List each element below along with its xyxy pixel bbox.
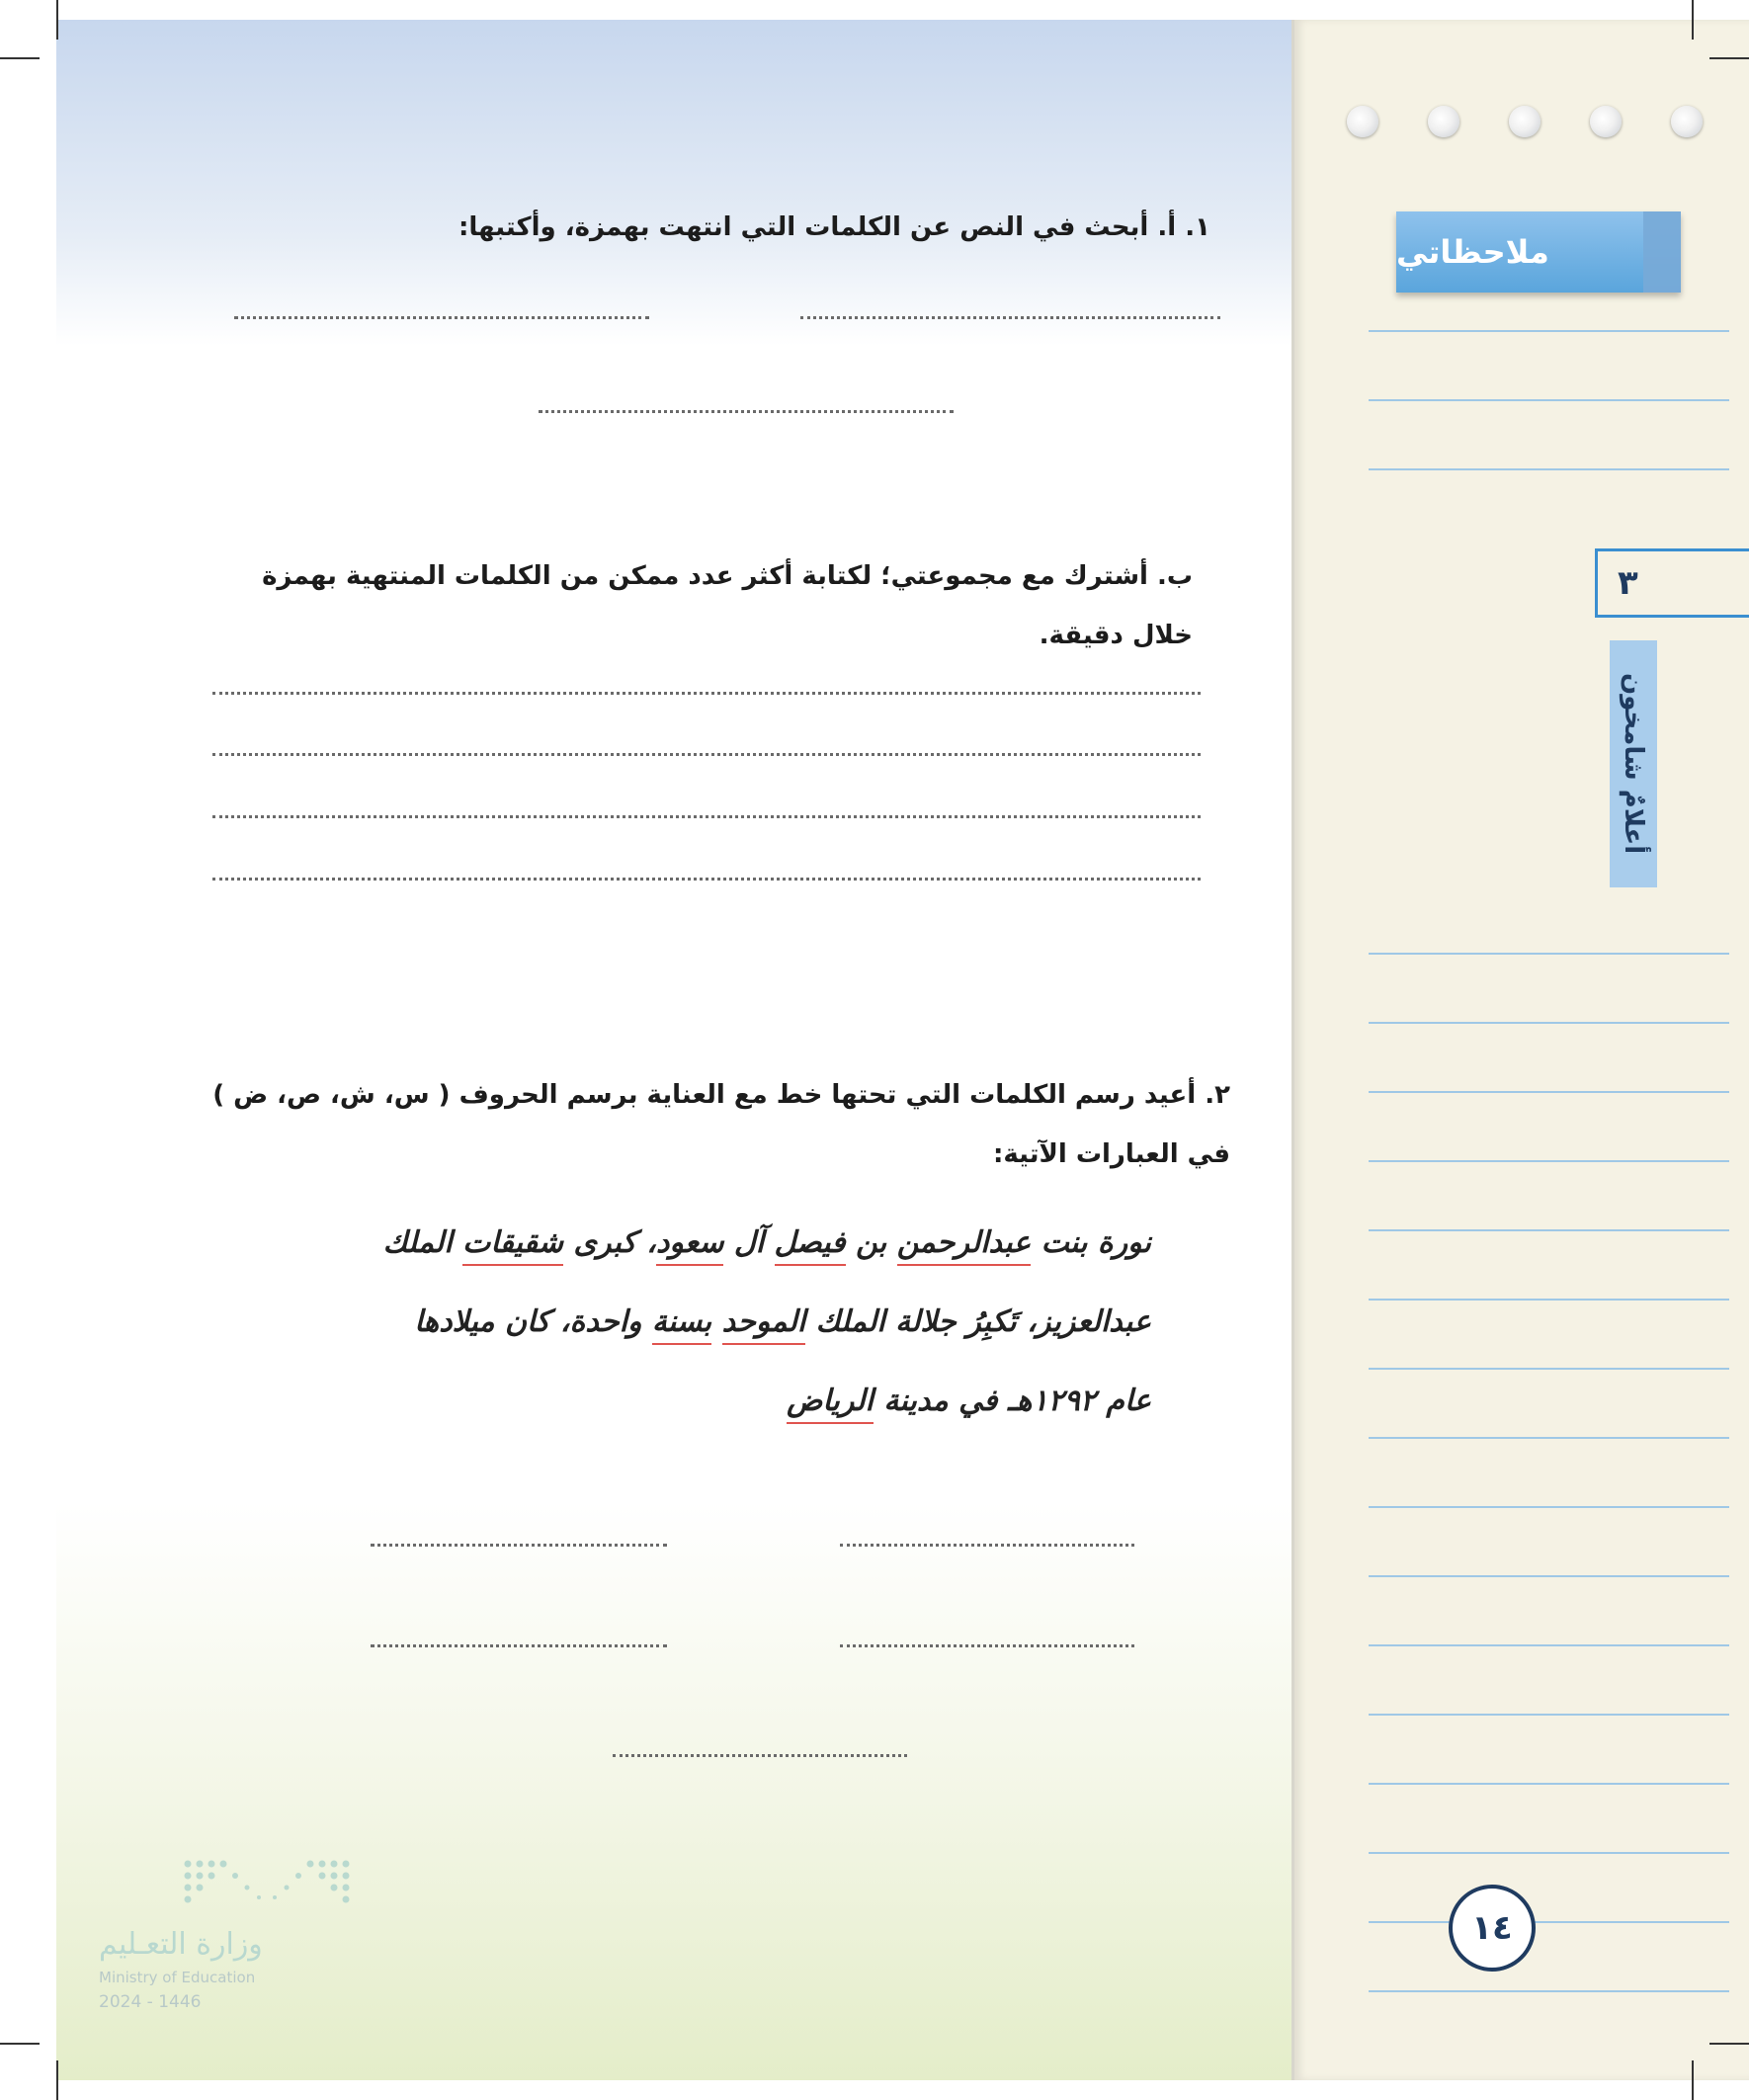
note-line [1369,468,1729,470]
answer-line[interactable] [840,1544,1134,1547]
note-line [1369,1299,1729,1301]
underlined-word: الرياض [787,1384,874,1424]
question-1a: ١. أ. أبحث في النص عن الكلمات التي انتهت بهمزة، وأكتبها: [458,212,1210,242]
answer-line[interactable] [539,410,954,413]
notes-title-tab [1396,211,1681,293]
note-line [1369,1852,1729,1854]
answer-line[interactable] [613,1754,907,1757]
question-2-line2: في العبارات الآتية: [993,1139,1230,1169]
note-line [1369,1437,1729,1439]
binder-hole [1347,106,1378,137]
binder-hole [1590,106,1622,137]
underlined-word: شقيقات [462,1225,563,1266]
underlined-word: سعود [656,1225,723,1266]
notes-panel [1291,20,1749,2080]
passage-text: واحدة، كان ميلادها [414,1304,652,1339]
note-line [1369,1022,1729,1024]
crop-mark [56,2060,58,2100]
answer-line[interactable] [212,692,1201,695]
binder-hole [1509,106,1541,137]
ministry-year: 2024 - 1446 [99,1992,202,2012]
passage-line-1 [262,1225,1151,1260]
crop-mark [1692,2060,1694,2100]
answer-line[interactable] [371,1644,667,1647]
note-line [1369,1229,1729,1231]
note-line [1369,1714,1729,1716]
question-1b-line1: ب. أشترك مع مجموعتي؛ لكتابة أكثر عدد ممكن من الكلمات المنتهية بهمزة [262,561,1193,591]
underlined-word: فيصل [775,1225,846,1266]
crop-mark [56,0,58,40]
ministry-name-arabic: وزارة التعـليم [99,1927,263,1962]
note-line [1369,1783,1729,1785]
binder-hole [1428,106,1459,137]
crop-mark [1709,2043,1749,2045]
question-1b-line2: خلال دقيقة. [1039,621,1193,650]
note-line [1369,953,1729,955]
note-line [1369,1506,1729,1508]
main-page [56,20,1291,2080]
note-line [1369,1921,1729,1923]
note-line [1369,1990,1729,1992]
passage-text: نورة بنت [1031,1225,1151,1260]
note-line [1369,1160,1729,1162]
note-line [1369,1368,1729,1370]
note-line [1369,330,1729,332]
answer-line[interactable] [212,753,1201,756]
unit-number-box [1595,548,1749,618]
passage-text: آل [723,1225,775,1260]
answer-line[interactable] [800,316,1220,319]
note-line [1369,1644,1729,1646]
passage-text: ، كبرى [563,1225,656,1260]
passage-line-3 [262,1384,1151,1418]
answer-line[interactable] [840,1644,1134,1647]
ministry-name-english: Ministry of Education [99,1969,256,1986]
passage-text: بن [845,1225,897,1260]
crop-mark [1692,0,1694,40]
crop-mark [0,57,40,59]
unit-number: ٣ [1618,563,1638,603]
question-2-line1: ٢. أعيد رسم الكلمات التي تحتها خط مع العناية برسم الحروف ( س، ش، ص، ض ) [212,1080,1230,1110]
unit-title: أعلامٌ شامخون [1619,673,1648,855]
answer-line[interactable] [234,316,649,319]
passage-text: عبدالعزيز، تَكبِرُ جلالة الملك [805,1304,1151,1339]
passage-text: الملك [382,1225,463,1260]
notes-title: ملاحظاتي [1396,233,1549,271]
note-line [1369,1091,1729,1093]
passage-line-2 [262,1304,1151,1339]
underlined-word: بسنة [652,1304,711,1345]
passage-text: عام ١٢٩٢هـ في مدينة [873,1384,1151,1418]
passage-text [711,1304,721,1339]
answer-line[interactable] [371,1544,667,1547]
binder-hole [1671,106,1703,137]
answer-line[interactable] [212,878,1201,881]
crop-mark [1709,57,1749,59]
ministry-logo-icon [178,1858,356,1903]
underlined-word: الموحد [722,1304,806,1345]
note-line [1369,1575,1729,1577]
note-line [1369,399,1729,401]
page-number: ١٤ [1449,1885,1536,1972]
unit-title-ribbon [1610,640,1657,887]
answer-line[interactable] [212,815,1201,818]
underlined-word: عبدالرحمن [897,1225,1031,1266]
crop-mark [0,2043,40,2045]
